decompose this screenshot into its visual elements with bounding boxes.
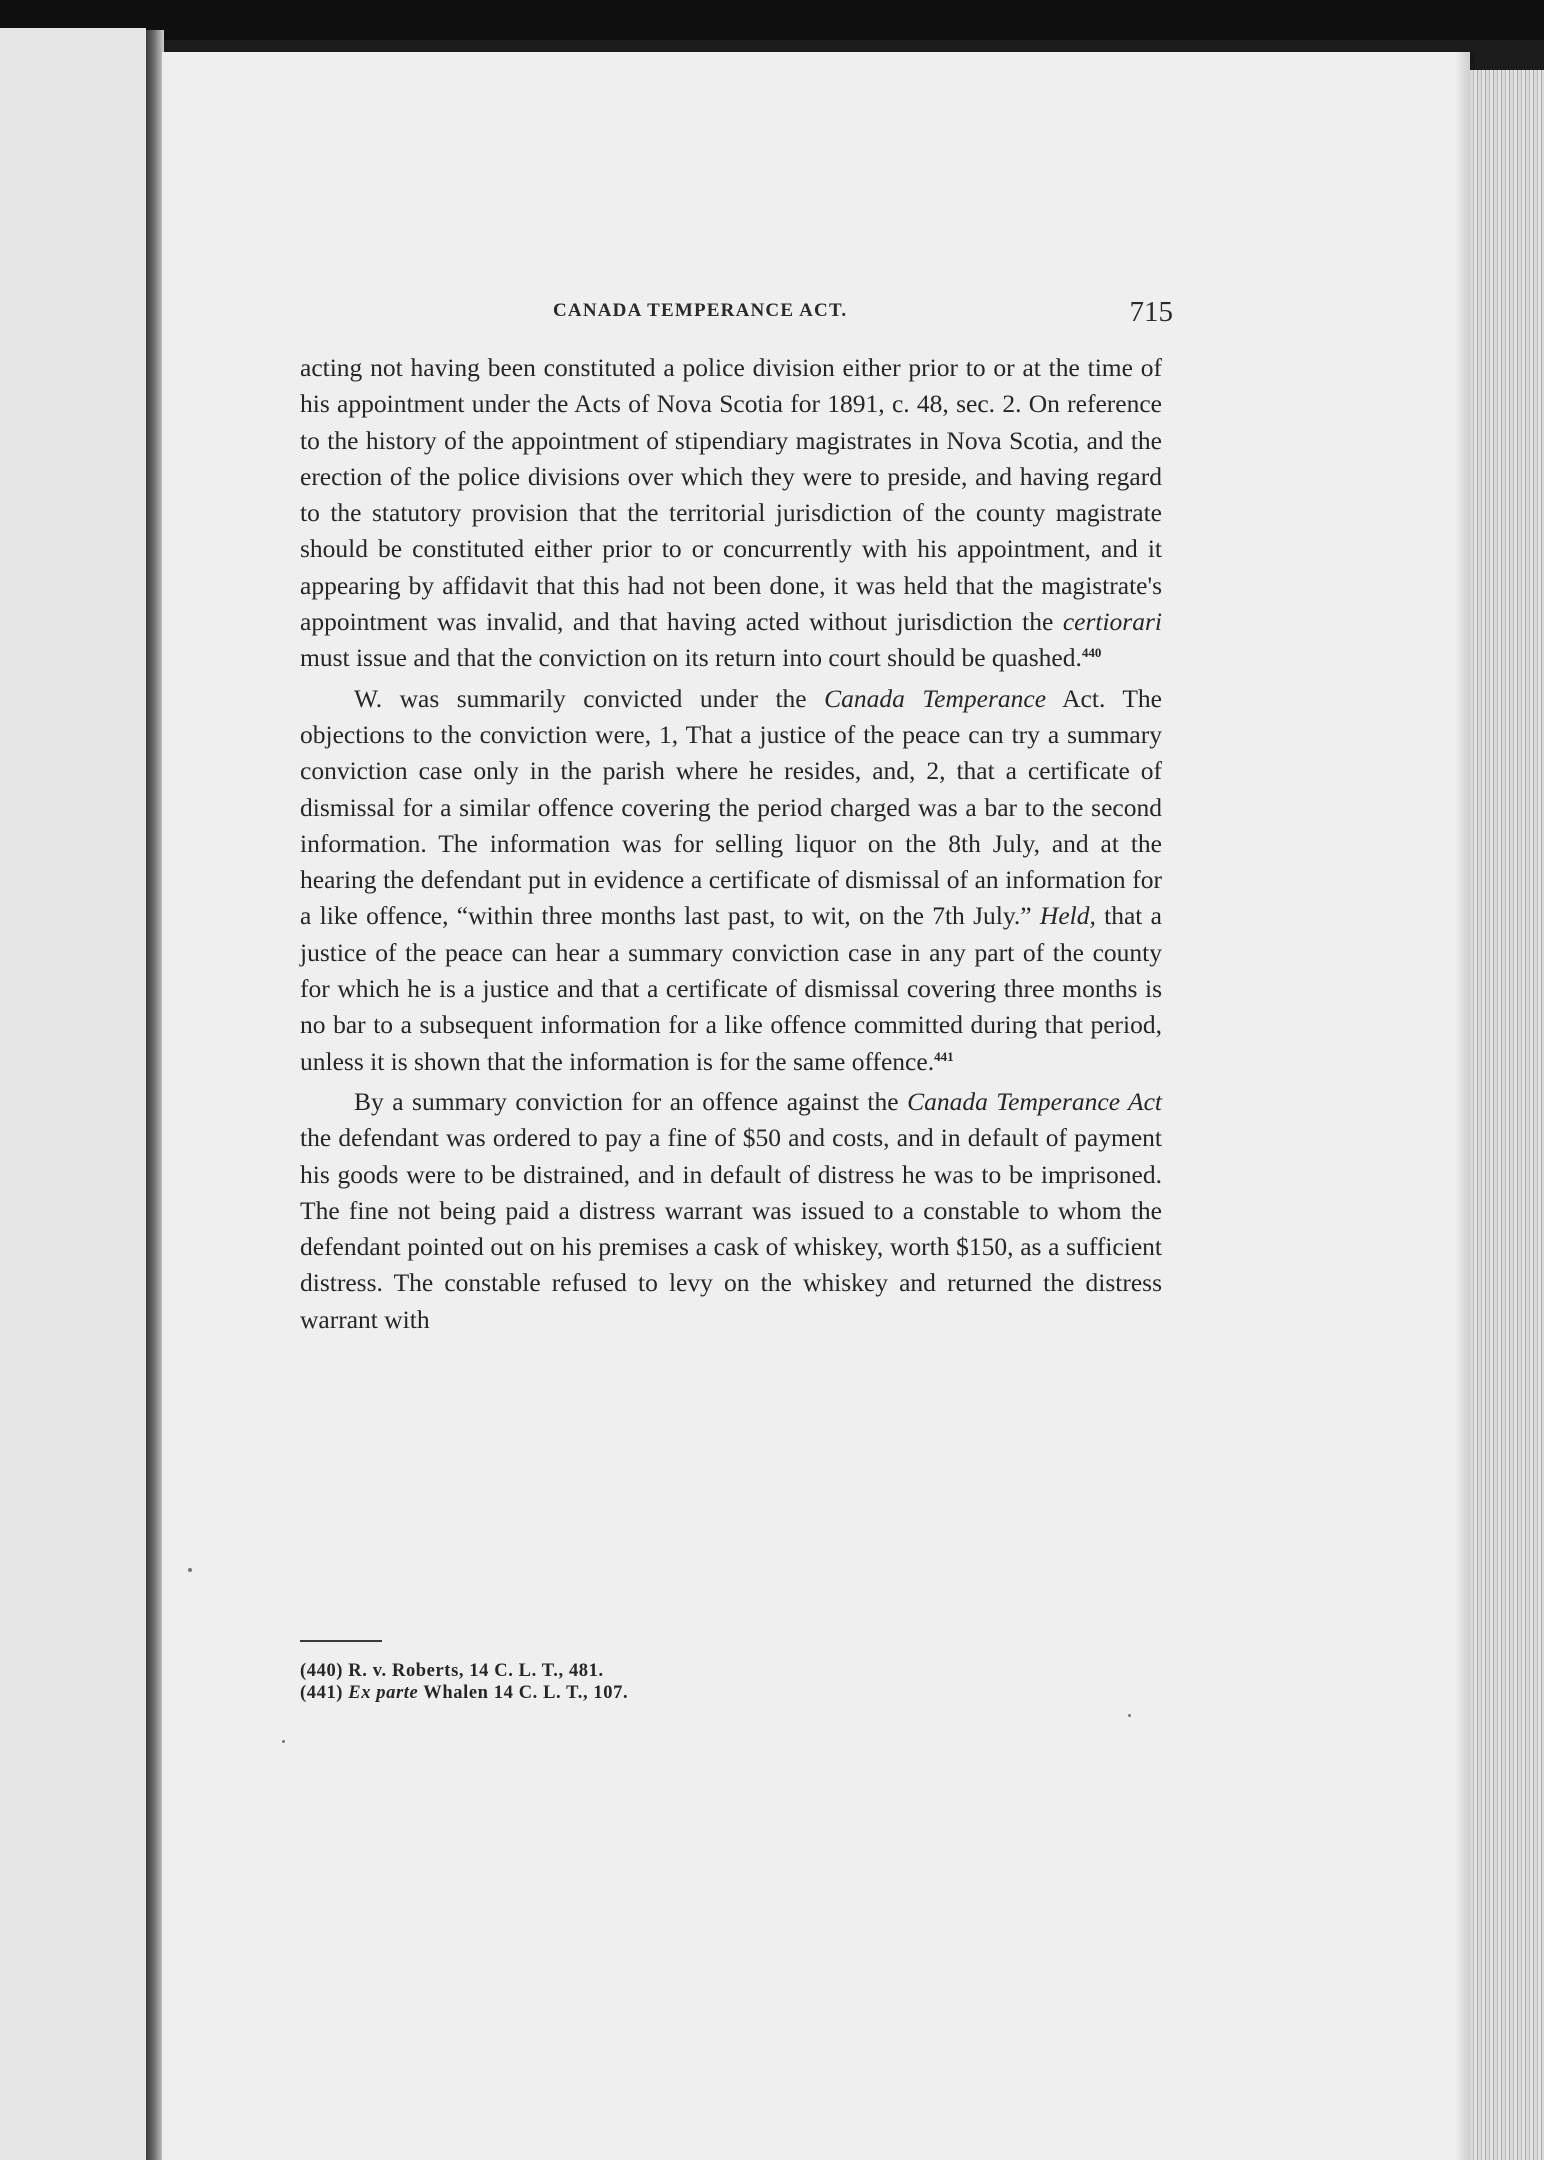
page-number: 715 [1129,296,1173,328]
scan-speck [188,1568,192,1572]
page-edges-stack [1470,70,1544,2160]
running-head: CANADA TEMPERANCE ACT. [553,300,848,321]
text-run: W. was summarily convicted under the [354,683,825,713]
text-run: Whalen 14 C. L. T., 107. [418,1683,629,1703]
body-text [300,350,1162,1338]
scanner-top-border [0,0,1544,40]
text-run: acting not having been constituted a police division either prior to or at the time of his appointment under the Acts of Nova Scotia for 1891, c. 48, sec. 2. On reference to the history of the appointment of stipendiary magistrates in Nova Scotia, and the erection of the police divisions over which they were to preside, and having regard to the statutory provision that the territorial jurisdiction of the county magistrate should be constituted either prior to or concurrently with his appointment, and it appearing by affidavit that this had not been done, it was held that the magistrate's appointment was invalid, and that having acted without jurisdiction the [300,353,1162,637]
italic-text: Ex parte [348,1683,419,1703]
text-run: (440) R. v. Roberts, 14 C. L. T., 481. [300,1661,604,1681]
paragraph [300,681,1162,1080]
text-run: the defendant was ordered to pay a fine of $50 and costs, and in default of payment his goods were to be distrained, and in default of distress he was to be imprisoned. The fine not being paid a distress warrant was issued to a constable to whom the defendant pointed out on his premises a cask of whiskey, worth $150, as a sufficient distress. The constable refused to levy on the whiskey and returned the distress warrant with [300,1123,1162,1334]
footnote-ref: 441 [934,1048,954,1064]
footnotes [300,1660,1000,1704]
scan-speck [1128,1714,1131,1717]
text-run: By a summary conviction for an offence against the [354,1086,908,1116]
footnote [300,1682,1000,1704]
footnote-ref: 440 [1081,645,1102,661]
text-run: must issue and that the conviction on its return into court should be quashed. [300,643,1082,673]
paragraph [300,1084,1162,1338]
footnote [300,1660,1000,1682]
footnote-rule [300,1640,382,1642]
italic-text: certiorari [1062,607,1162,637]
text-run: (441) [300,1683,349,1703]
text-run: Act. The objections to the conviction were, 1, That a justice of the peace can try a summary conviction case only in the parish where he resides, and, 2, that a certificate of dismissal for a similar offence covering the period charged was a bar to the second information. The information was for selling liquor on the 8th July, and at the hearing the defendant put in evidence a certificate of dismissal of an information for a like offence, “within three months last past, to wit, on the 7th July.” [300,683,1162,931]
paragraph [300,350,1162,677]
scan-speck [282,1740,285,1743]
italic-text: Held, [1039,901,1096,931]
text-run: that a justice of the peace can hear a summary conviction case in any part of the county for which he is a justice and that a certificate of dismissal covering three months is no bar to a subsequent information for a like offence committed during that period, unless it is shown that the information is for the same offence. [300,901,1162,1076]
italic-text: Canada Temperance Act [907,1086,1163,1116]
facing-page-left [0,28,146,2160]
page-header [553,296,1173,336]
italic-text: Canada Temperance [824,683,1047,713]
